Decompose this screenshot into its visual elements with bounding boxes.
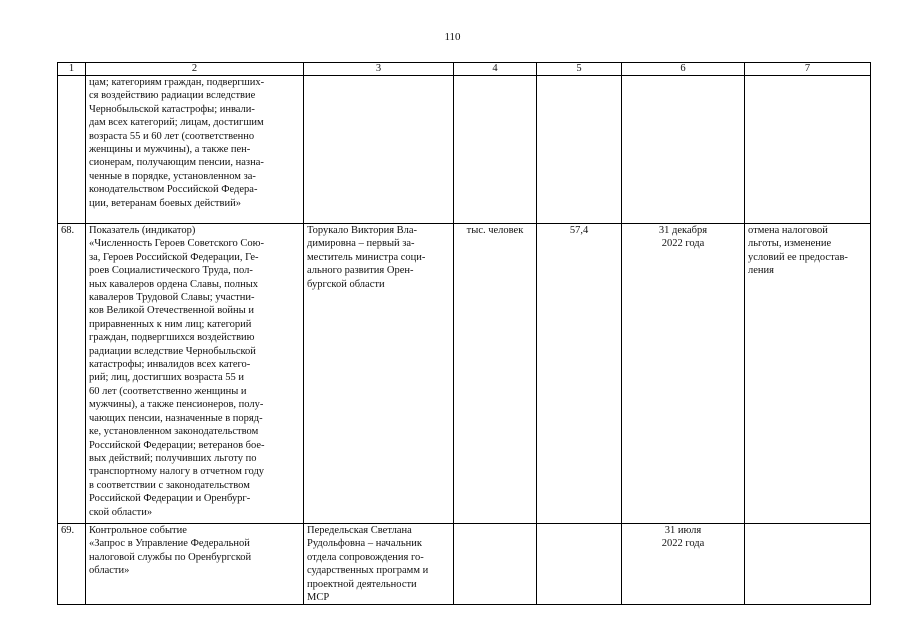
table-row bbox=[58, 224, 871, 524]
table-row bbox=[58, 524, 871, 605]
header-col-1: 1 bbox=[58, 63, 86, 76]
row-value: 57,4 bbox=[537, 224, 622, 524]
row-note: отмена налоговой льготы, изменение условий ее предостав- ления bbox=[745, 224, 871, 524]
row-number: 68. bbox=[58, 224, 86, 524]
row-description: цам; категориям граждан, подвергших- ся воздействию радиации вследствие Чернобыльской катастрофы; инвали- дам всех категорий; лицам, достигшим возраста 55 и 60 лет (соответственно женщины и мужчины), а также пен- сионерам, получающим пенсии, назна- ченные в порядке, установленном за- конодательством Российской Федера- ции, ветеранам боевых действий» bbox=[86, 76, 304, 224]
row-date: 31 декабря 2022 года bbox=[622, 224, 745, 524]
measures-table bbox=[57, 62, 871, 605]
row-responsible: Торукало Виктория Вла- димировна – первый за- меститель министра соци- ального развития Орен- бургской области bbox=[304, 224, 454, 524]
row-value bbox=[537, 524, 622, 605]
header-col-4: 4 bbox=[454, 63, 537, 76]
page-number: 110 bbox=[444, 31, 461, 43]
row-value bbox=[537, 76, 622, 224]
header-col-5: 5 bbox=[537, 63, 622, 76]
header-col-6: 6 bbox=[622, 63, 745, 76]
row-note bbox=[745, 524, 871, 605]
header-col-2: 2 bbox=[86, 63, 304, 76]
header-col-7: 7 bbox=[745, 63, 871, 76]
row-date: 31 июля 2022 года bbox=[622, 524, 745, 605]
row-description: Показатель (индикатор) «Численность Героев Советского Сою- за, Героев Российской Федерации, Ге- роев Социалистического Труда, пол- ных кавалеров ордена Славы, полных кавалеров Трудовой Славы; участни- ков Великой Отечественной войны и приравненных к ним лиц; категорий граждан, подвергшихся воздействию радиации вследствие Чернобыльской катастрофы; инвалидов всех катего- рий; лиц, достигших возраста 55 и 60 лет (соответственно женщины и мужчины), а также пенсионеров, полу- чающих пенсии, назначенные в поряд- ке, установленном законодательством Российской Федерации; ветеранов бое- вых действий; получивших льготу по транспортному налогу в отчетном году в соответствии с законодательством Российской Федерации и Оренбург- ской области» bbox=[86, 224, 304, 524]
row-unit: тыс. человек bbox=[454, 224, 537, 524]
table-row bbox=[58, 76, 871, 224]
row-responsible: Передельская Светлана Рудольфовна – начальник отдела сопровождения го- сударственных программ и проектной деятельности МСР bbox=[304, 524, 454, 605]
row-unit bbox=[454, 524, 537, 605]
row-note bbox=[745, 76, 871, 224]
row-unit bbox=[454, 76, 537, 224]
header-col-3: 3 bbox=[304, 63, 454, 76]
header-row bbox=[58, 63, 871, 76]
row-date bbox=[622, 76, 745, 224]
row-number bbox=[58, 76, 86, 224]
row-responsible bbox=[304, 76, 454, 224]
row-number: 69. bbox=[58, 524, 86, 605]
row-description: Контрольное событие «Запрос в Управление Федеральной налоговой службы по Оренбургской области» bbox=[86, 524, 304, 605]
